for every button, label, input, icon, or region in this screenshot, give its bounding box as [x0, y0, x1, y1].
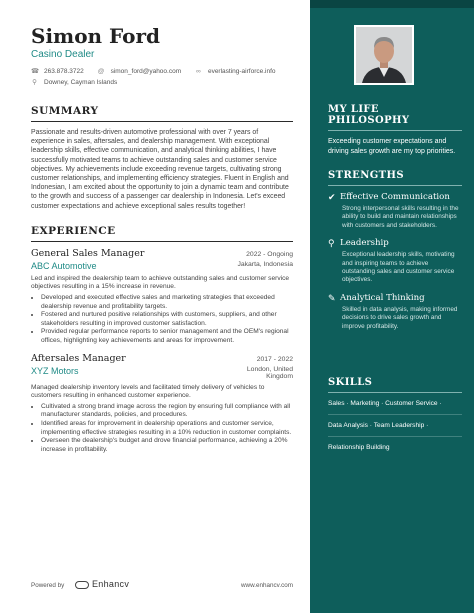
job-bullets	[31, 403, 293, 455]
map-pin-icon: ⚲	[328, 238, 335, 249]
summary-divider	[31, 121, 293, 122]
job-description: Managed dealership inventory levels and facilitated timely delivery of vehicles to customers resulting in enhanced customer experience.	[31, 383, 265, 400]
philosophy-divider	[328, 130, 462, 131]
strength-description: Exceptional leadership skills, motivating and inspiring teams to achieve outstanding sales and customer service objectives.	[342, 251, 455, 284]
email-text: simon_ford@yahoo.com	[110, 68, 182, 75]
powered-by-text: Powered by	[31, 582, 65, 589]
website[interactable]	[195, 68, 282, 75]
contact-info	[31, 66, 293, 88]
website-text: everlasting-airforce.info	[207, 68, 276, 75]
job-entry	[31, 248, 293, 346]
enhancv-logo-icon	[75, 581, 89, 589]
strength-item	[328, 192, 462, 230]
skills-section	[328, 377, 462, 452]
job-bullet: • Overseen the dealership's budget and drove financial performance, achieving a 20% increase in profitability.	[41, 437, 293, 454]
strengths-divider	[328, 185, 462, 186]
skills-divider	[328, 392, 462, 393]
job-bullet: • Fostered and nurtured positive relationships with customers, suppliers, and other stakeholders resulting in improved customer satisfaction.	[41, 311, 293, 328]
phone	[31, 68, 90, 75]
skills-separator	[328, 414, 462, 415]
portrait-image	[356, 27, 412, 83]
experience-divider	[31, 241, 293, 242]
philosophy-text: Exceeding customer expectations and driving sales growth are my top priorities.	[328, 138, 456, 155]
strength-title: Effective Communication	[340, 192, 450, 202]
strength-title: Leadership	[340, 238, 389, 249]
job-bullet: • Developed and executed effective sales and marketing strategies that exceeded dealership revenue and profitability targets.	[41, 294, 293, 311]
profile-photo	[354, 25, 414, 85]
strength-item	[328, 293, 462, 331]
job-entry	[31, 353, 293, 455]
job-title: Aftersales Manager	[31, 352, 126, 364]
experience-section	[31, 225, 293, 455]
job-description: Led and inspired the dealership team to achieve outstanding sales and customer service objectives resulting in a 15% increase in revenue.	[31, 274, 290, 291]
email[interactable]	[98, 68, 188, 75]
brand-name: Enhancv	[92, 579, 130, 589]
location	[31, 79, 123, 86]
strength-item	[328, 238, 462, 285]
skills-line: Relationship Building	[328, 444, 390, 451]
pen-icon: ✎	[328, 292, 336, 303]
at-icon: @	[97, 68, 105, 75]
job-bullet: • Cultivated a strong brand image across the region by ensuring full compliance with all manufacturer standards, policies, and procedures.	[41, 403, 293, 420]
link-icon: ∞	[196, 68, 201, 75]
strength-description: Skilled in data analysis, making informed decisions to drive sales growth and improve profitability.	[342, 305, 458, 330]
summary-heading: SUMMARY	[31, 105, 99, 117]
candidate-role: Casino Dealer	[31, 49, 95, 60]
job-date: 2022 - Ongoing	[246, 250, 293, 258]
sidebar-top-band	[310, 0, 474, 8]
skills-line: Data Analysis · Team Leadership ·	[328, 422, 429, 429]
strength-description: Strong interpersonal skills resulting in the ability to build and maintain relationships with customers and stakeholders.	[342, 205, 459, 229]
location-text: Downey, Cayman Islands	[44, 79, 118, 86]
philosophy-heading: MY LIFE PHILOSOPHY	[328, 104, 410, 126]
skills-line: Sales · Marketing · Customer Service ·	[328, 400, 442, 407]
philosophy-section	[328, 104, 462, 156]
job-bullet: • Provided regular performance reports to senior management and the OEM's regional offices, highlighting key achievements and areas for improvement.	[41, 328, 293, 345]
candidate-name: Simon Ford	[31, 24, 161, 48]
experience-heading: EXPERIENCE	[31, 224, 116, 237]
skills-separator	[328, 436, 462, 437]
strength-title: Analytical Thinking	[340, 292, 425, 303]
footer-website-link[interactable]: www.enhancv.com	[240, 582, 293, 589]
job-date: 2017 - 2022	[256, 355, 293, 363]
brand[interactable]	[75, 579, 129, 589]
location-pin-icon: ⚲	[32, 79, 37, 86]
job-company: ABC Automotive	[31, 260, 97, 271]
job-company: XYZ Motors	[31, 365, 79, 376]
phone-icon: ☎	[31, 68, 40, 75]
strengths-heading: STRENGTHS	[328, 170, 404, 181]
checkmark-icon: ✔	[328, 192, 336, 202]
job-bullet: • Identified areas for improvement in dealership operations and customer service, implementing effective strategies resulting in a 10% reduction in customer complaints.	[41, 420, 293, 437]
job-location: Jakarta, Indonesia	[237, 260, 293, 268]
summary-text: Passionate and results-driven automotive professional with over 7 years of experience in sales, aftersales, and dealership management. With exceptional leadership skills, effective communication, and analytical thinking abilities, I have successfully motivated teams to achieve outstanding sales and customer service objectives. My achievements include exceeding revenue targets, cultivating strong customer relationships, and implementing efficiency strategies. Fluent in English and Indonesian, I am excited about the opportunity to join a dynamic team and contribute to the growth and success of a passenger car dealership in Indonesia. Let's exceed customer expectations and achieve exceptional sales results together!	[31, 129, 289, 210]
strengths-section	[328, 170, 462, 331]
job-bullets	[31, 294, 293, 346]
job-title: General Sales Manager	[31, 247, 145, 259]
summary-section	[31, 105, 293, 211]
main-column	[31, 24, 293, 454]
phone-text: 263.878.3722	[44, 68, 84, 75]
job-location: London, United Kingdom	[246, 365, 293, 380]
skills-heading: SKILLS	[328, 377, 373, 388]
